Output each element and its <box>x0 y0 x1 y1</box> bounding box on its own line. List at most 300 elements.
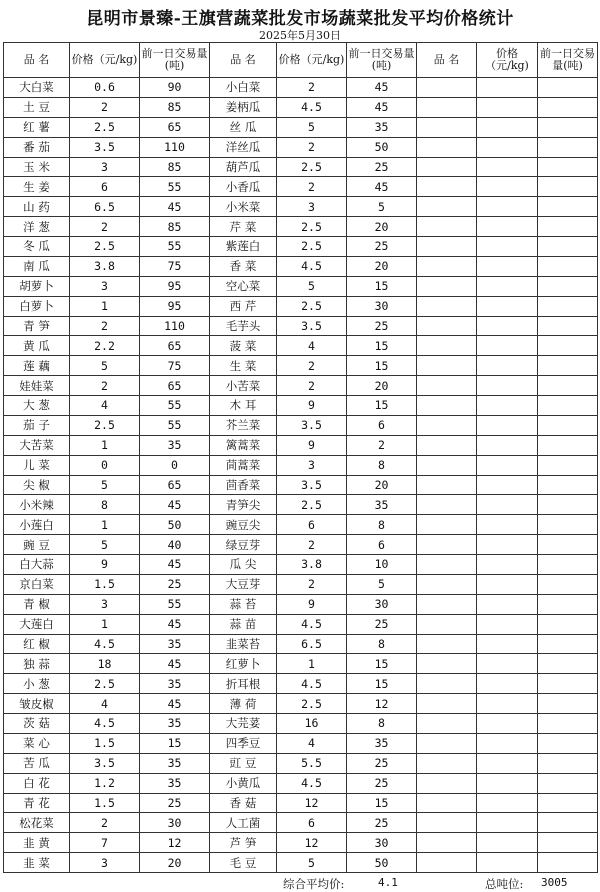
cell-volume: 40 <box>140 535 210 555</box>
cell-volume: 12 <box>140 833 210 853</box>
cell-volume: 45 <box>347 78 417 98</box>
cell-volume: 45 <box>140 197 210 217</box>
cell-name: 小香瓜 <box>210 177 277 197</box>
empty-cell <box>477 435 538 455</box>
empty-cell <box>538 177 598 197</box>
empty-cell <box>417 396 477 416</box>
cell-volume: 110 <box>140 316 210 336</box>
empty-cell <box>477 97 538 117</box>
cell-volume: 35 <box>140 753 210 773</box>
empty-cell <box>538 733 598 753</box>
empty-cell <box>477 356 538 376</box>
cell-name: 蒜 苗 <box>210 614 277 634</box>
cell-name: 红 椒 <box>4 634 70 654</box>
empty-cell <box>477 773 538 793</box>
cell-name: 黄 瓜 <box>4 336 70 356</box>
empty-cell <box>538 296 598 316</box>
cell-name: 小米菜 <box>210 197 277 217</box>
cell-volume: 65 <box>140 336 210 356</box>
table-row <box>4 813 598 833</box>
empty-cell <box>538 555 598 575</box>
cell-price: 3 <box>70 594 140 614</box>
empty-cell <box>477 117 538 137</box>
empty-cell <box>538 614 598 634</box>
table-row <box>4 535 598 555</box>
cell-price: 1 <box>70 515 140 535</box>
cell-volume: 20 <box>347 217 417 237</box>
empty-cell <box>538 356 598 376</box>
empty-cell <box>538 396 598 416</box>
empty-cell <box>417 853 477 873</box>
total-tonnage-value: 3005 <box>541 876 568 889</box>
cell-name: 豌 豆 <box>4 535 70 555</box>
table-row <box>4 733 598 753</box>
cell-name: 韭 黄 <box>4 833 70 853</box>
cell-price: 1 <box>70 614 140 634</box>
cell-volume: 45 <box>140 694 210 714</box>
empty-cell <box>538 574 598 594</box>
cell-volume: 45 <box>347 177 417 197</box>
empty-cell <box>417 97 477 117</box>
table-row <box>4 634 598 654</box>
header-name: 品 名 <box>417 43 477 78</box>
cell-name: 芹 菜 <box>210 217 277 237</box>
empty-cell <box>417 256 477 276</box>
cell-name: 葫芦瓜 <box>210 157 277 177</box>
cell-price: 4 <box>70 396 140 416</box>
empty-cell <box>417 574 477 594</box>
table-row <box>4 117 598 137</box>
empty-cell <box>538 316 598 336</box>
cell-price: 2.5 <box>277 296 347 316</box>
cell-volume: 110 <box>140 137 210 157</box>
cell-volume: 50 <box>347 853 417 873</box>
empty-cell <box>477 515 538 535</box>
cell-volume: 25 <box>347 773 417 793</box>
cell-volume: 75 <box>140 256 210 276</box>
empty-cell <box>538 773 598 793</box>
cell-price: 3.5 <box>70 753 140 773</box>
cell-name: 豌豆尖 <box>210 515 277 535</box>
cell-name: 蒜 苔 <box>210 594 277 614</box>
empty-cell <box>477 177 538 197</box>
cell-price: 4.5 <box>277 614 347 634</box>
cell-name: 香 菇 <box>210 793 277 813</box>
table-row <box>4 833 598 853</box>
cell-name: 青 笋 <box>4 316 70 336</box>
cell-name: 青 花 <box>4 793 70 813</box>
cell-name: 玉 米 <box>4 157 70 177</box>
cell-volume: 15 <box>347 396 417 416</box>
table-row <box>4 336 598 356</box>
empty-cell <box>538 475 598 495</box>
cell-name: 空心菜 <box>210 276 277 296</box>
empty-cell <box>417 177 477 197</box>
empty-cell <box>417 78 477 98</box>
table-row <box>4 157 598 177</box>
table-row <box>4 455 598 475</box>
cell-name: 红 薯 <box>4 117 70 137</box>
cell-name: 小米辣 <box>4 495 70 515</box>
empty-cell <box>477 674 538 694</box>
table-row <box>4 396 598 416</box>
cell-name: 豇 豆 <box>210 753 277 773</box>
empty-cell <box>417 535 477 555</box>
cell-price: 2 <box>277 137 347 157</box>
report-date: 2025年5月30日 <box>259 29 341 42</box>
cell-name: 小白菜 <box>210 78 277 98</box>
empty-cell <box>417 117 477 137</box>
table-row <box>4 714 598 734</box>
header-volume: 前一日交易量(吨) <box>140 43 210 78</box>
table-row <box>4 614 598 634</box>
cell-name: 茨 菇 <box>4 714 70 734</box>
cell-name: 白大蒜 <box>4 555 70 575</box>
cell-price: 2 <box>277 376 347 396</box>
empty-cell <box>477 614 538 634</box>
cell-price: 5 <box>70 475 140 495</box>
cell-volume: 35 <box>347 733 417 753</box>
cell-price: 3.8 <box>277 555 347 575</box>
cell-price: 4.5 <box>277 97 347 117</box>
header-name: 品 名 <box>210 43 277 78</box>
cell-name: 小黄瓜 <box>210 773 277 793</box>
header-price: 价格（元/kg) <box>277 43 347 78</box>
cell-volume: 10 <box>347 555 417 575</box>
table-row <box>4 356 598 376</box>
cell-volume: 75 <box>140 356 210 376</box>
cell-volume: 25 <box>347 237 417 257</box>
cell-name: 儿 菜 <box>4 455 70 475</box>
empty-cell <box>417 614 477 634</box>
cell-volume: 45 <box>140 614 210 634</box>
cell-volume: 15 <box>347 674 417 694</box>
cell-volume: 6 <box>347 535 417 555</box>
cell-volume: 85 <box>140 97 210 117</box>
empty-cell <box>417 773 477 793</box>
cell-price: 5 <box>277 117 347 137</box>
cell-volume: 25 <box>347 753 417 773</box>
page-title: 昆明市景臻-王旗营蔬菜批发市场蔬菜批发平均价格统计 <box>86 9 514 29</box>
cell-price: 1.2 <box>70 773 140 793</box>
cell-volume: 85 <box>140 157 210 177</box>
cell-name: 茴香菜 <box>210 475 277 495</box>
cell-price: 2.5 <box>70 415 140 435</box>
empty-cell <box>477 495 538 515</box>
cell-volume: 8 <box>347 714 417 734</box>
table-row <box>4 237 598 257</box>
table-header-row <box>4 43 598 78</box>
empty-cell <box>417 753 477 773</box>
cell-price: 3.5 <box>277 415 347 435</box>
cell-volume: 35 <box>140 634 210 654</box>
cell-volume: 15 <box>347 793 417 813</box>
cell-volume: 35 <box>140 674 210 694</box>
table-row <box>4 753 598 773</box>
cell-name: 青笋尖 <box>210 495 277 515</box>
cell-price: 12 <box>277 793 347 813</box>
cell-name: 苦 瓜 <box>4 753 70 773</box>
cell-volume: 25 <box>347 614 417 634</box>
empty-cell <box>538 217 598 237</box>
empty-cell <box>477 654 538 674</box>
cell-volume: 50 <box>140 515 210 535</box>
cell-name: 瓜 尖 <box>210 555 277 575</box>
empty-cell <box>417 634 477 654</box>
cell-volume: 20 <box>140 853 210 873</box>
cell-volume: 45 <box>140 555 210 575</box>
empty-cell <box>538 793 598 813</box>
empty-cell <box>417 157 477 177</box>
table-row <box>4 594 598 614</box>
empty-cell <box>417 793 477 813</box>
table-row <box>4 217 598 237</box>
cell-name: 冬 瓜 <box>4 237 70 257</box>
table-row <box>4 694 598 714</box>
empty-cell <box>538 714 598 734</box>
empty-cell <box>417 455 477 475</box>
cell-name: 茼蒿菜 <box>210 455 277 475</box>
empty-cell <box>538 455 598 475</box>
cell-name: 白萝卜 <box>4 296 70 316</box>
cell-price: 2.5 <box>70 117 140 137</box>
table-row <box>4 177 598 197</box>
empty-cell <box>477 237 538 257</box>
table-row <box>4 78 598 98</box>
cell-price: 6 <box>70 177 140 197</box>
cell-price: 2.5 <box>277 217 347 237</box>
cell-price: 2 <box>277 574 347 594</box>
cell-volume: 20 <box>347 256 417 276</box>
cell-name: 白 花 <box>4 773 70 793</box>
cell-name: 紫莲白 <box>210 237 277 257</box>
cell-name: 韭 菜 <box>4 853 70 873</box>
cell-price: 3.5 <box>277 316 347 336</box>
empty-cell <box>538 634 598 654</box>
cell-name: 红萝卜 <box>210 654 277 674</box>
cell-volume: 25 <box>347 157 417 177</box>
empty-cell <box>538 535 598 555</box>
cell-name: 小 葱 <box>4 674 70 694</box>
cell-volume: 35 <box>140 714 210 734</box>
cell-volume: 30 <box>347 833 417 853</box>
empty-cell <box>477 296 538 316</box>
cell-price: 18 <box>70 654 140 674</box>
empty-cell <box>417 237 477 257</box>
table-row <box>4 475 598 495</box>
header-volume: 前一日交易量(吨) <box>538 43 598 78</box>
empty-cell <box>538 197 598 217</box>
cell-name: 独 蒜 <box>4 654 70 674</box>
cell-volume: 8 <box>347 515 417 535</box>
cell-name: 芦 笋 <box>210 833 277 853</box>
empty-cell <box>538 415 598 435</box>
cell-price: 4 <box>70 694 140 714</box>
cell-volume: 5 <box>347 197 417 217</box>
cell-volume: 8 <box>347 455 417 475</box>
cell-price: 3 <box>277 197 347 217</box>
cell-volume: 8 <box>347 634 417 654</box>
cell-price: 2 <box>70 97 140 117</box>
cell-volume: 45 <box>140 654 210 674</box>
empty-cell <box>417 356 477 376</box>
empty-cell <box>477 157 538 177</box>
cell-price: 2 <box>277 78 347 98</box>
empty-cell <box>477 793 538 813</box>
cell-volume: 25 <box>140 574 210 594</box>
cell-name: 洋 葱 <box>4 217 70 237</box>
cell-name: 菠 菜 <box>210 336 277 356</box>
cell-price: 5 <box>277 276 347 296</box>
empty-cell <box>477 853 538 873</box>
cell-name: 娃娃菜 <box>4 376 70 396</box>
empty-cell <box>477 574 538 594</box>
table-row <box>4 415 598 435</box>
cell-price: 9 <box>277 396 347 416</box>
cell-price: 3 <box>70 157 140 177</box>
cell-volume: 35 <box>347 117 417 137</box>
table-row <box>4 376 598 396</box>
cell-volume: 30 <box>347 594 417 614</box>
cell-name: 毛芋头 <box>210 316 277 336</box>
empty-cell <box>417 674 477 694</box>
empty-cell <box>417 435 477 455</box>
cell-volume: 15 <box>347 654 417 674</box>
empty-cell <box>538 515 598 535</box>
cell-name: 洋丝瓜 <box>210 137 277 157</box>
cell-price: 1.5 <box>70 733 140 753</box>
cell-price: 4.5 <box>277 256 347 276</box>
empty-cell <box>538 376 598 396</box>
table-row <box>4 574 598 594</box>
empty-cell <box>538 833 598 853</box>
table-row <box>4 276 598 296</box>
cell-price: 3.5 <box>277 475 347 495</box>
cell-price: 0 <box>70 455 140 475</box>
table-row <box>4 853 598 873</box>
empty-cell <box>477 535 538 555</box>
cell-name: 小莲白 <box>4 515 70 535</box>
cell-price: 16 <box>277 714 347 734</box>
empty-cell <box>538 336 598 356</box>
cell-price: 4 <box>277 733 347 753</box>
cell-price: 4.5 <box>277 674 347 694</box>
cell-price: 2 <box>277 177 347 197</box>
empty-cell <box>417 137 477 157</box>
cell-name: 篱蒿菜 <box>210 435 277 455</box>
cell-volume: 25 <box>347 316 417 336</box>
cell-name: 姜柄瓜 <box>210 97 277 117</box>
cell-name: 大芫荽 <box>210 714 277 734</box>
empty-cell <box>417 276 477 296</box>
header-price: 价格（元/kg) <box>477 43 538 78</box>
cell-name: 大豆芽 <box>210 574 277 594</box>
cell-price: 1.5 <box>70 574 140 594</box>
cell-volume: 30 <box>140 813 210 833</box>
table-row <box>4 137 598 157</box>
cell-volume: 50 <box>347 137 417 157</box>
empty-cell <box>477 256 538 276</box>
empty-cell <box>538 495 598 515</box>
empty-cell <box>417 833 477 853</box>
cell-name: 小苦菜 <box>210 376 277 396</box>
table-body <box>4 78 598 873</box>
table-row <box>4 296 598 316</box>
empty-cell <box>477 753 538 773</box>
table-row <box>4 435 598 455</box>
cell-volume: 65 <box>140 475 210 495</box>
empty-cell <box>477 316 538 336</box>
cell-volume: 12 <box>347 694 417 714</box>
cell-name: 松花菜 <box>4 813 70 833</box>
empty-cell <box>538 853 598 873</box>
cell-volume: 55 <box>140 237 210 257</box>
empty-cell <box>477 396 538 416</box>
empty-cell <box>417 197 477 217</box>
cell-price: 2.2 <box>70 336 140 356</box>
empty-cell <box>417 376 477 396</box>
cell-name: 生 姜 <box>4 177 70 197</box>
empty-cell <box>417 654 477 674</box>
empty-cell <box>538 78 598 98</box>
empty-cell <box>538 654 598 674</box>
cell-price: 4.5 <box>277 773 347 793</box>
empty-cell <box>538 276 598 296</box>
empty-cell <box>417 316 477 336</box>
cell-name: 茄 子 <box>4 415 70 435</box>
cell-name: 土 豆 <box>4 97 70 117</box>
cell-volume: 85 <box>140 217 210 237</box>
cell-volume: 0 <box>140 455 210 475</box>
cell-price: 2 <box>277 535 347 555</box>
cell-volume: 15 <box>347 356 417 376</box>
cell-volume: 15 <box>347 336 417 356</box>
cell-price: 3.8 <box>70 256 140 276</box>
cell-volume: 55 <box>140 177 210 197</box>
cell-volume: 35 <box>140 773 210 793</box>
cell-price: 2 <box>70 813 140 833</box>
cell-price: 1.5 <box>70 793 140 813</box>
cell-volume: 20 <box>347 376 417 396</box>
cell-volume: 45 <box>140 495 210 515</box>
header-volume: 前一日交易量(吨) <box>347 43 417 78</box>
cell-name: 尖 椒 <box>4 475 70 495</box>
table-row <box>4 197 598 217</box>
cell-volume: 55 <box>140 415 210 435</box>
empty-cell <box>477 415 538 435</box>
cell-name: 大苦菜 <box>4 435 70 455</box>
table-row <box>4 793 598 813</box>
cell-price: 9 <box>277 594 347 614</box>
cell-name: 韭菜苔 <box>210 634 277 654</box>
cell-name: 大 葱 <box>4 396 70 416</box>
cell-price: 4.5 <box>70 634 140 654</box>
cell-name: 京白菜 <box>4 574 70 594</box>
empty-cell <box>538 813 598 833</box>
cell-name: 皱皮椒 <box>4 694 70 714</box>
cell-name: 青 椒 <box>4 594 70 614</box>
empty-cell <box>538 435 598 455</box>
cell-volume: 25 <box>140 793 210 813</box>
total-tonnage-label: 总吨位: <box>485 877 524 891</box>
cell-volume: 20 <box>347 475 417 495</box>
cell-price: 2 <box>70 316 140 336</box>
cell-name: 丝 瓜 <box>210 117 277 137</box>
cell-price: 1 <box>70 435 140 455</box>
empty-cell <box>538 157 598 177</box>
cell-name: 莲 藕 <box>4 356 70 376</box>
empty-cell <box>477 594 538 614</box>
